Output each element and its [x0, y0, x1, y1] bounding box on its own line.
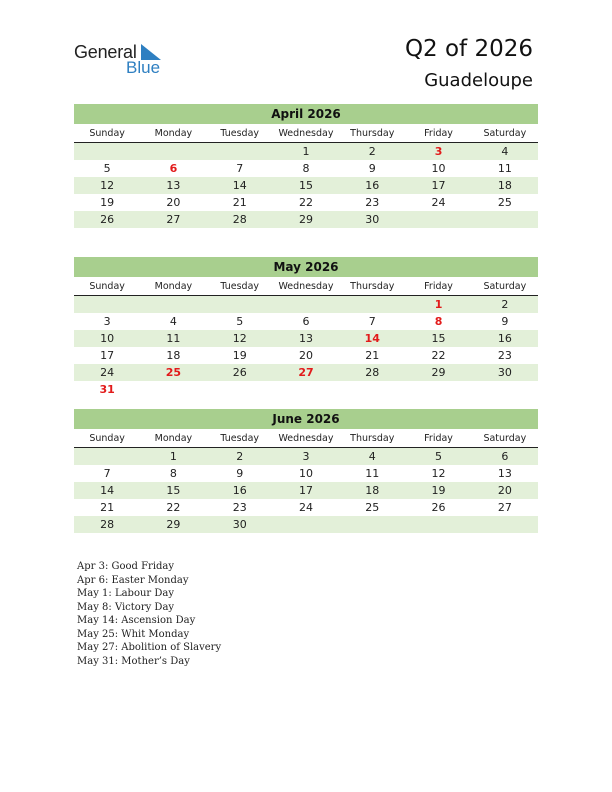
- holiday-note: May 27: Abolition of Slavery: [77, 642, 222, 653]
- weekday-label: Monday: [140, 124, 206, 143]
- weekday-label: Sunday: [74, 429, 140, 448]
- day-cell: 6: [302, 315, 310, 328]
- weekday-label: Wednesday: [273, 124, 339, 143]
- week-row: [74, 177, 538, 194]
- empty-day-cell: [405, 381, 471, 398]
- day-cell: 21: [100, 501, 115, 514]
- day-cell: 18: [339, 482, 405, 499]
- region-name: Guadeloupe: [424, 70, 533, 91]
- week-row: [74, 364, 538, 381]
- day-cell: 22: [298, 196, 313, 209]
- day-cell: 8: [169, 467, 177, 480]
- month-grid: [74, 124, 538, 228]
- day-cell: 17: [273, 482, 339, 499]
- day-cell: 27: [497, 501, 512, 514]
- day-cell: 28: [207, 211, 273, 228]
- day-cell: 27: [140, 211, 206, 228]
- day-cell: 10: [431, 162, 446, 175]
- day-cell: 4: [472, 143, 538, 161]
- day-cell: 20: [298, 349, 313, 362]
- day-cell: 28: [339, 364, 405, 381]
- day-cell: 18: [166, 349, 181, 362]
- holiday-note: Apr 3: Good Friday: [77, 561, 175, 572]
- week-row: [74, 296, 538, 314]
- week-row: [74, 211, 538, 228]
- week-row: [74, 465, 538, 482]
- day-cell: 15: [405, 330, 471, 347]
- empty-day-cell: [273, 296, 339, 314]
- empty-day-cell: [273, 516, 339, 533]
- day-cell: 5: [405, 448, 471, 466]
- day-cell: 29: [405, 364, 471, 381]
- empty-day-cell: [140, 381, 206, 398]
- week-row: [74, 194, 538, 211]
- empty-day-cell: [405, 516, 471, 533]
- holiday-day-cell: 8: [434, 315, 443, 328]
- empty-day-cell: [339, 381, 405, 398]
- day-cell: 10: [298, 467, 313, 480]
- weekday-label: Tuesday: [207, 277, 273, 296]
- day-cell: 17: [100, 349, 115, 362]
- holiday-note: Apr 6: Easter Monday: [77, 574, 189, 586]
- month-block: [74, 104, 538, 228]
- day-cell: 19: [100, 196, 115, 209]
- empty-day-cell: [273, 381, 339, 398]
- empty-day-cell: [472, 381, 538, 398]
- empty-day-cell: [140, 296, 206, 314]
- day-cell: 4: [339, 448, 405, 466]
- holiday-note: May 8: Victory Day: [77, 601, 175, 613]
- day-cell: 2: [472, 296, 538, 314]
- day-cell: 29: [273, 211, 339, 228]
- empty-day-cell: [140, 143, 206, 161]
- week-row: [74, 313, 538, 330]
- day-cell: 14: [74, 482, 140, 499]
- holiday-day-cell: 31: [99, 383, 115, 396]
- day-cell: 7: [236, 162, 244, 175]
- weekday-label: Tuesday: [207, 429, 273, 448]
- month-block: [74, 409, 538, 533]
- day-cell: 20: [166, 196, 181, 209]
- month-title: June 2026: [74, 409, 538, 429]
- logo: [74, 42, 184, 78]
- holiday-day-cell: 6: [169, 162, 178, 175]
- day-cell: 3: [273, 448, 339, 466]
- day-cell: 4: [169, 315, 177, 328]
- day-cell: 1: [273, 143, 339, 161]
- weekday-label: Monday: [140, 277, 206, 296]
- weekday-label: Monday: [140, 429, 206, 448]
- holiday-day-cell: 25: [140, 364, 206, 381]
- day-cell: 7: [103, 467, 111, 480]
- month-title: April 2026: [74, 104, 538, 124]
- empty-day-cell: [472, 211, 538, 228]
- week-row: [74, 143, 538, 161]
- day-cell: 11: [365, 467, 380, 480]
- day-cell: 13: [273, 330, 339, 347]
- day-cell: 16: [472, 330, 538, 347]
- holiday-note: May 25: Whit Monday: [77, 628, 190, 640]
- day-cell: 1: [140, 448, 206, 466]
- empty-day-cell: [207, 296, 273, 314]
- holiday-day-cell: 27: [273, 364, 339, 381]
- weekday-label: Saturday: [472, 429, 538, 448]
- empty-day-cell: [207, 143, 273, 161]
- day-cell: 26: [431, 501, 446, 514]
- week-row: [74, 330, 538, 347]
- weekday-label: Tuesday: [207, 124, 273, 143]
- holiday-list: [77, 560, 221, 668]
- day-cell: 9: [501, 315, 509, 328]
- day-cell: 10: [74, 330, 140, 347]
- day-cell: 30: [472, 364, 538, 381]
- day-cell: 19: [405, 482, 471, 499]
- empty-day-cell: [339, 296, 405, 314]
- empty-day-cell: [405, 211, 471, 228]
- day-cell: 16: [207, 482, 273, 499]
- week-row: [74, 448, 538, 466]
- day-cell: 23: [365, 196, 380, 209]
- day-cell: 19: [232, 349, 247, 362]
- day-cell: 12: [431, 467, 446, 480]
- weekday-label: Friday: [405, 277, 471, 296]
- holiday-note: May 14: Ascension Day: [77, 615, 196, 626]
- week-row: [74, 499, 538, 516]
- day-cell: 2: [339, 143, 405, 161]
- day-cell: 5: [103, 162, 111, 175]
- logo-text-general: General: [74, 42, 137, 62]
- holiday-note: May 1: Labour Day: [77, 588, 174, 599]
- day-cell: 17: [405, 177, 471, 194]
- empty-day-cell: [472, 516, 538, 533]
- week-row: [74, 482, 538, 499]
- day-cell: 15: [273, 177, 339, 194]
- week-row: [74, 160, 538, 177]
- day-cell: 13: [497, 467, 512, 480]
- day-cell: 24: [298, 501, 313, 514]
- month-title: May 2026: [74, 257, 538, 277]
- day-cell: 30: [339, 211, 405, 228]
- day-cell: 24: [431, 196, 446, 209]
- day-cell: 2: [207, 448, 273, 466]
- empty-day-cell: [74, 448, 140, 466]
- day-cell: 6: [472, 448, 538, 466]
- month-block: [74, 257, 538, 398]
- holiday-day-cell: 3: [405, 143, 471, 161]
- weekday-label: Thursday: [339, 429, 405, 448]
- day-cell: 20: [472, 482, 538, 499]
- week-row: [74, 516, 538, 533]
- day-cell: 28: [74, 516, 140, 533]
- empty-day-cell: [74, 296, 140, 314]
- day-cell: 13: [140, 177, 206, 194]
- day-cell: 3: [103, 315, 111, 328]
- day-cell: 25: [365, 501, 380, 514]
- day-cell: 9: [236, 467, 244, 480]
- day-cell: 7: [368, 315, 376, 328]
- weekday-label: Sunday: [74, 124, 140, 143]
- logo-text-blue: Blue: [126, 58, 161, 77]
- day-cell: 21: [365, 349, 380, 362]
- day-cell: 14: [207, 177, 273, 194]
- weekday-label: Friday: [405, 429, 471, 448]
- day-cell: 16: [339, 177, 405, 194]
- day-cell: 21: [232, 196, 247, 209]
- day-cell: 25: [497, 196, 512, 209]
- holiday-day-cell: 14: [339, 330, 405, 347]
- empty-day-cell: [74, 143, 140, 161]
- day-cell: 24: [74, 364, 140, 381]
- month-grid: [74, 429, 538, 533]
- weekday-label: Thursday: [339, 277, 405, 296]
- weekday-label: Sunday: [74, 277, 140, 296]
- day-cell: 22: [166, 501, 181, 514]
- day-cell: 5: [236, 315, 244, 328]
- page-title: Q2 of 2026: [404, 36, 533, 62]
- day-cell: 23: [232, 501, 247, 514]
- day-cell: 18: [472, 177, 538, 194]
- day-cell: 23: [497, 349, 512, 362]
- day-cell: 15: [140, 482, 206, 499]
- day-cell: 11: [140, 330, 206, 347]
- month-grid: [74, 277, 538, 398]
- day-cell: 22: [431, 349, 446, 362]
- weekday-label: Saturday: [472, 124, 538, 143]
- weekday-label: Wednesday: [273, 429, 339, 448]
- weekday-label: Saturday: [472, 277, 538, 296]
- day-cell: 26: [207, 364, 273, 381]
- day-cell: 11: [497, 162, 512, 175]
- empty-day-cell: [339, 516, 405, 533]
- weekday-label: Thursday: [339, 124, 405, 143]
- day-cell: 8: [302, 162, 310, 175]
- week-row: [74, 347, 538, 364]
- day-cell: 26: [74, 211, 140, 228]
- week-row: [74, 381, 538, 398]
- day-cell: 29: [140, 516, 206, 533]
- holiday-day-cell: 1: [405, 296, 471, 314]
- day-cell: 9: [368, 162, 376, 175]
- holiday-note: May 31: Mother’s Day: [77, 655, 190, 667]
- weekday-label: Wednesday: [273, 277, 339, 296]
- day-cell: 30: [207, 516, 273, 533]
- weekday-label: Friday: [405, 124, 471, 143]
- day-cell: 12: [207, 330, 273, 347]
- empty-day-cell: [207, 381, 273, 398]
- day-cell: 12: [74, 177, 140, 194]
